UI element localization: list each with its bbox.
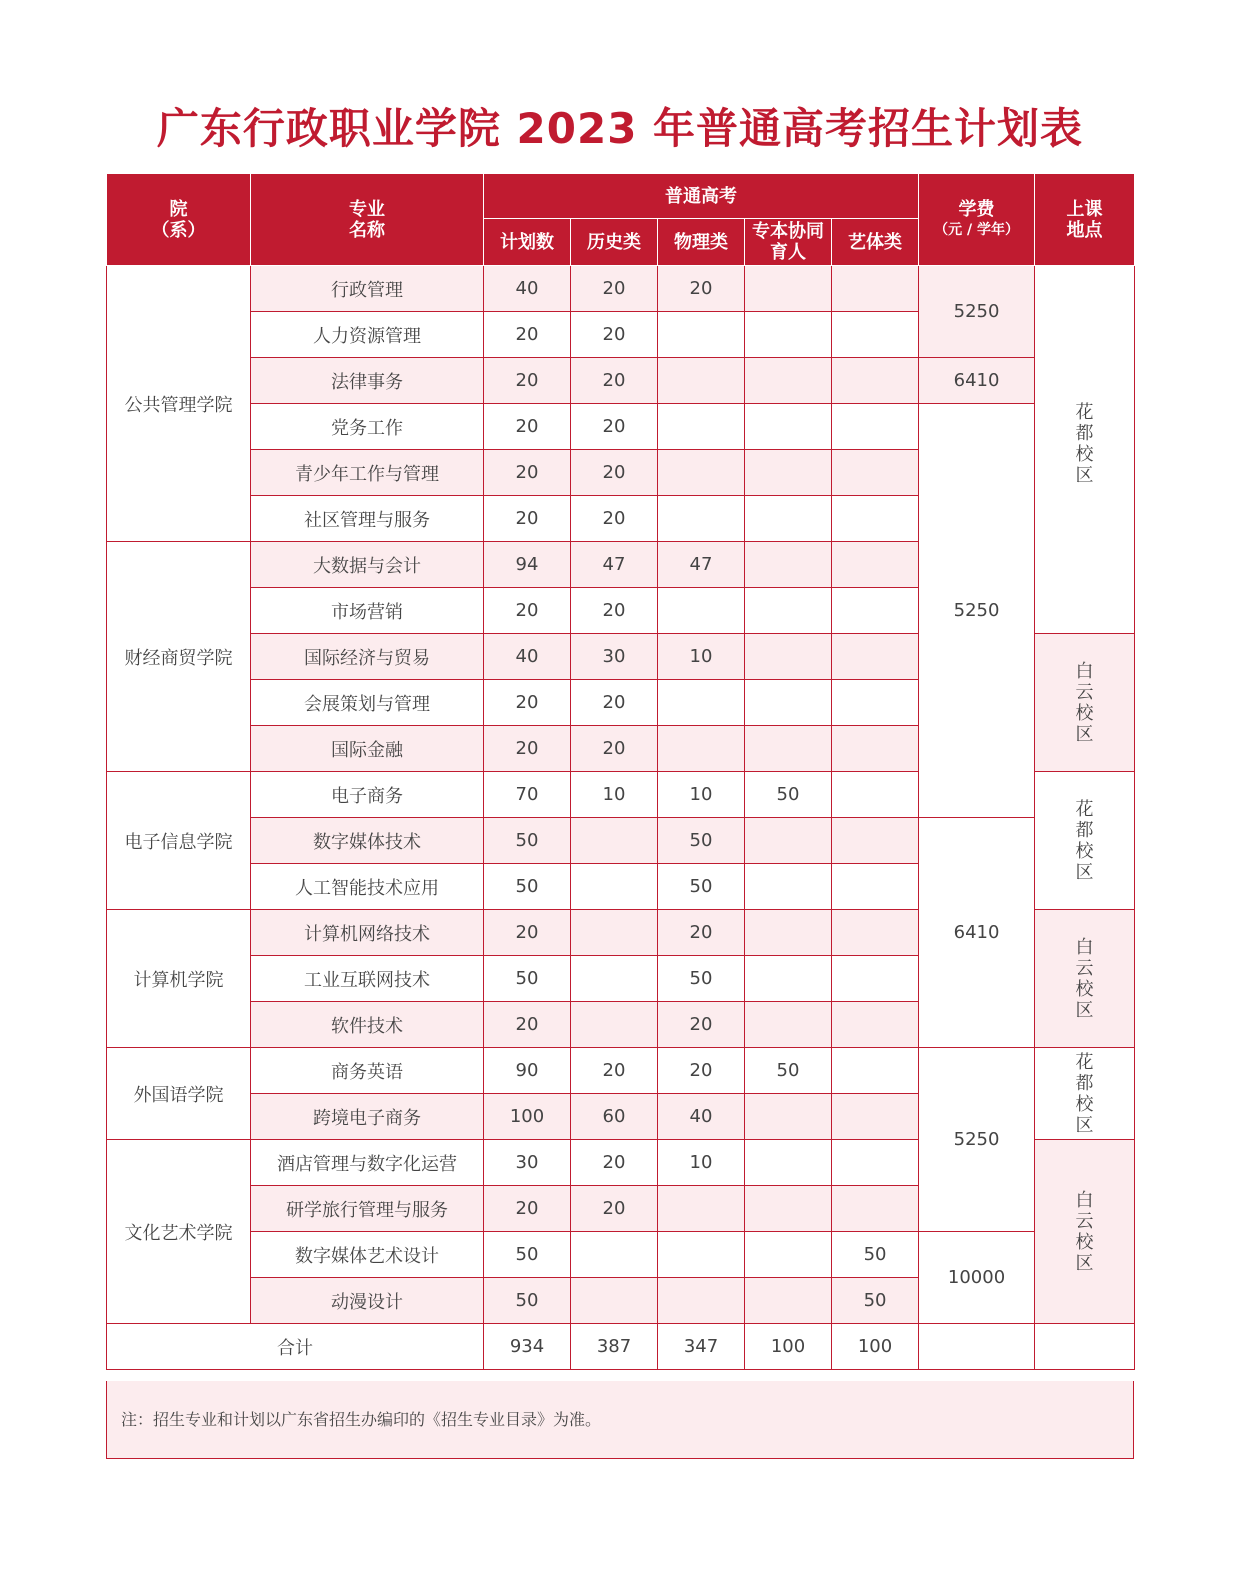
coop-cell xyxy=(745,266,832,312)
physics-cell: 10 xyxy=(658,634,745,680)
art-cell xyxy=(832,956,919,1002)
history-cell: 20 xyxy=(571,450,658,496)
art-cell xyxy=(832,542,919,588)
plan-cell: 50 xyxy=(484,818,571,864)
history-cell: 20 xyxy=(571,404,658,450)
art-cell xyxy=(832,1002,919,1048)
history-cell xyxy=(571,1002,658,1048)
physics-cell: 10 xyxy=(658,1140,745,1186)
dept-cell: 外国语学院 xyxy=(107,1048,251,1140)
header-plan: 计划数 xyxy=(484,219,571,266)
history-cell xyxy=(571,1278,658,1324)
header-loc-line1: 上课 xyxy=(1066,198,1103,220)
total-label: 合计 xyxy=(107,1324,484,1370)
header-loc-line2: 地点 xyxy=(1066,219,1103,241)
coop-cell xyxy=(745,818,832,864)
total-physics: 347 xyxy=(658,1324,745,1370)
total-plan: 934 xyxy=(484,1324,571,1370)
major-cell: 法律事务 xyxy=(251,358,484,404)
coop-cell xyxy=(745,1094,832,1140)
physics-cell xyxy=(658,450,745,496)
coop-cell xyxy=(745,542,832,588)
plan-cell: 20 xyxy=(484,496,571,542)
major-cell: 动漫设计 xyxy=(251,1278,484,1324)
art-cell xyxy=(832,726,919,772)
history-cell: 10 xyxy=(571,772,658,818)
location-text: 白云校区 xyxy=(1075,1189,1094,1274)
fee-cell: 10000 xyxy=(919,1232,1035,1324)
history-cell: 20 xyxy=(571,496,658,542)
total-art: 100 xyxy=(832,1324,919,1370)
footnote-text: 注：招生专业和计划以广东省招生办编印的《招生专业目录》为准。 xyxy=(121,1410,602,1429)
header-group: 普通高考 xyxy=(484,174,919,219)
coop-cell xyxy=(745,358,832,404)
coop-cell xyxy=(745,1278,832,1324)
enrollment-plan-table xyxy=(106,173,1135,1370)
plan-cell: 50 xyxy=(484,1278,571,1324)
physics-cell xyxy=(658,1186,745,1232)
table-row xyxy=(107,404,1135,450)
art-cell: 50 xyxy=(832,1232,919,1278)
header-dept-line1: 院 xyxy=(169,198,188,220)
plan-cell: 20 xyxy=(484,1002,571,1048)
art-cell xyxy=(832,1048,919,1094)
physics-cell xyxy=(658,496,745,542)
location-cell xyxy=(1035,266,1135,634)
major-cell: 青少年工作与管理 xyxy=(251,450,484,496)
table-row xyxy=(107,358,1135,404)
header-fee-line2: （元 / 学年） xyxy=(934,221,1019,238)
history-cell: 20 xyxy=(571,1048,658,1094)
coop-cell xyxy=(745,450,832,496)
table-row xyxy=(107,1048,1135,1094)
coop-cell xyxy=(745,910,832,956)
plan-cell: 40 xyxy=(484,634,571,680)
fee-cell: 5250 xyxy=(919,1048,1035,1232)
fee-cell: 5250 xyxy=(919,266,1035,358)
header-major-line1: 专业 xyxy=(349,198,385,220)
art-cell xyxy=(832,818,919,864)
art-cell xyxy=(832,680,919,726)
history-cell: 20 xyxy=(571,358,658,404)
history-cell: 20 xyxy=(571,312,658,358)
coop-cell xyxy=(745,726,832,772)
plan-cell: 90 xyxy=(484,1048,571,1094)
history-cell: 20 xyxy=(571,1186,658,1232)
major-cell: 研学旅行管理与服务 xyxy=(251,1186,484,1232)
art-cell xyxy=(832,266,919,312)
physics-cell xyxy=(658,1232,745,1278)
header-major xyxy=(251,174,484,266)
plan-cell: 70 xyxy=(484,772,571,818)
physics-cell: 10 xyxy=(658,772,745,818)
art-cell xyxy=(832,1140,919,1186)
coop-cell xyxy=(745,404,832,450)
physics-cell: 47 xyxy=(658,542,745,588)
coop-cell xyxy=(745,1232,832,1278)
history-cell: 20 xyxy=(571,1140,658,1186)
history-cell xyxy=(571,1232,658,1278)
coop-cell xyxy=(745,1140,832,1186)
header-art: 艺体类 xyxy=(832,219,919,266)
coop-cell xyxy=(745,588,832,634)
dept-cell: 计算机学院 xyxy=(107,910,251,1048)
coop-cell xyxy=(745,312,832,358)
art-cell xyxy=(832,588,919,634)
art-cell xyxy=(832,910,919,956)
physics-cell: 40 xyxy=(658,1094,745,1140)
art-cell xyxy=(832,404,919,450)
total-history: 387 xyxy=(571,1324,658,1370)
coop-cell xyxy=(745,1186,832,1232)
physics-cell xyxy=(658,312,745,358)
major-cell: 人力资源管理 xyxy=(251,312,484,358)
dept-cell: 公共管理学院 xyxy=(107,266,251,542)
page-title: 广东行政职业学院 2023 年普通高考招生计划表 xyxy=(156,104,1084,153)
history-cell: 20 xyxy=(571,726,658,772)
coop-cell xyxy=(745,496,832,542)
dept-cell: 文化艺术学院 xyxy=(107,1140,251,1324)
major-cell: 电子商务 xyxy=(251,772,484,818)
plan-cell: 100 xyxy=(484,1094,571,1140)
history-cell xyxy=(571,864,658,910)
header-physics: 物理类 xyxy=(658,219,745,266)
art-cell xyxy=(832,772,919,818)
location-text: 花都校区 xyxy=(1075,798,1094,883)
coop-cell xyxy=(745,634,832,680)
fee-cell: 6410 xyxy=(919,818,1035,1048)
total-loc-empty xyxy=(1035,1324,1135,1370)
history-cell: 20 xyxy=(571,588,658,634)
total-fee-empty xyxy=(919,1324,1035,1370)
art-cell xyxy=(832,496,919,542)
dept-cell: 财经商贸学院 xyxy=(107,542,251,772)
location-cell xyxy=(1035,1048,1135,1140)
physics-cell: 50 xyxy=(658,956,745,1002)
history-cell: 20 xyxy=(571,680,658,726)
header-dept xyxy=(107,174,251,266)
header-major-line2: 名称 xyxy=(349,219,385,241)
major-cell: 国际经济与贸易 xyxy=(251,634,484,680)
physics-cell: 20 xyxy=(658,910,745,956)
art-cell xyxy=(832,450,919,496)
location-cell xyxy=(1035,772,1135,910)
location-cell xyxy=(1035,1140,1135,1324)
physics-cell: 20 xyxy=(658,1002,745,1048)
art-cell xyxy=(832,312,919,358)
art-cell xyxy=(832,864,919,910)
plan-cell: 20 xyxy=(484,588,571,634)
plan-cell: 20 xyxy=(484,680,571,726)
header-loc xyxy=(1035,174,1135,266)
plan-cell: 20 xyxy=(484,910,571,956)
history-cell xyxy=(571,956,658,1002)
coop-cell: 50 xyxy=(745,1048,832,1094)
table-row xyxy=(107,818,1135,864)
coop-cell xyxy=(745,864,832,910)
header-fee xyxy=(919,174,1035,266)
physics-cell xyxy=(658,358,745,404)
major-cell: 会展策划与管理 xyxy=(251,680,484,726)
plan-cell: 20 xyxy=(484,404,571,450)
plan-cell: 20 xyxy=(484,450,571,496)
coop-cell xyxy=(745,1002,832,1048)
plan-cell: 20 xyxy=(484,1186,571,1232)
plan-cell: 40 xyxy=(484,266,571,312)
history-cell xyxy=(571,910,658,956)
major-cell: 行政管理 xyxy=(251,266,484,312)
location-cell xyxy=(1035,634,1135,772)
plan-cell: 20 xyxy=(484,312,571,358)
major-cell: 党务工作 xyxy=(251,404,484,450)
fee-cell: 5250 xyxy=(919,404,1035,818)
art-cell xyxy=(832,634,919,680)
total-coop: 100 xyxy=(745,1324,832,1370)
header-history: 历史类 xyxy=(571,219,658,266)
major-cell: 跨境电子商务 xyxy=(251,1094,484,1140)
fee-cell: 6410 xyxy=(919,358,1035,404)
major-cell: 数字媒体艺术设计 xyxy=(251,1232,484,1278)
plan-cell: 50 xyxy=(484,1232,571,1278)
physics-cell: 20 xyxy=(658,266,745,312)
header-dept-line2: （系） xyxy=(151,219,206,241)
physics-cell xyxy=(658,680,745,726)
header-coop xyxy=(745,219,832,266)
dept-cell: 电子信息学院 xyxy=(107,772,251,910)
location-cell xyxy=(1035,910,1135,1048)
major-cell: 国际金融 xyxy=(251,726,484,772)
major-cell: 软件技术 xyxy=(251,1002,484,1048)
major-cell: 工业互联网技术 xyxy=(251,956,484,1002)
table-row xyxy=(107,1232,1135,1278)
history-cell: 30 xyxy=(571,634,658,680)
history-cell xyxy=(571,818,658,864)
physics-cell xyxy=(658,588,745,634)
location-text: 花都校区 xyxy=(1075,1051,1094,1136)
location-text: 白云校区 xyxy=(1075,660,1094,745)
plan-cell: 50 xyxy=(484,864,571,910)
coop-cell: 50 xyxy=(745,772,832,818)
plan-cell: 50 xyxy=(484,956,571,1002)
history-cell: 47 xyxy=(571,542,658,588)
major-cell: 数字媒体技术 xyxy=(251,818,484,864)
history-cell: 20 xyxy=(571,266,658,312)
major-cell: 社区管理与服务 xyxy=(251,496,484,542)
plan-cell: 30 xyxy=(484,1140,571,1186)
plan-cell: 94 xyxy=(484,542,571,588)
header-coop-line2: 育人 xyxy=(770,242,806,263)
physics-cell xyxy=(658,726,745,772)
table-row xyxy=(107,266,1135,312)
major-cell: 酒店管理与数字化运营 xyxy=(251,1140,484,1186)
location-text: 花都校区 xyxy=(1075,402,1094,486)
physics-cell: 20 xyxy=(658,1048,745,1094)
major-cell: 商务英语 xyxy=(251,1048,484,1094)
footnote xyxy=(106,1381,1134,1459)
coop-cell xyxy=(745,680,832,726)
major-cell: 计算机网络技术 xyxy=(251,910,484,956)
header-fee-line1: 学费 xyxy=(958,198,995,220)
physics-cell: 50 xyxy=(658,818,745,864)
coop-cell xyxy=(745,956,832,1002)
plan-cell: 20 xyxy=(484,726,571,772)
location-text: 白云校区 xyxy=(1075,936,1094,1021)
history-cell: 60 xyxy=(571,1094,658,1140)
major-cell: 人工智能技术应用 xyxy=(251,864,484,910)
art-cell xyxy=(832,1094,919,1140)
plan-cell: 20 xyxy=(484,358,571,404)
header-coop-line1: 专本协同 xyxy=(752,221,824,242)
total-row xyxy=(107,1324,1135,1370)
art-cell xyxy=(832,1186,919,1232)
art-cell xyxy=(832,358,919,404)
art-cell: 50 xyxy=(832,1278,919,1324)
physics-cell xyxy=(658,1278,745,1324)
major-cell: 大数据与会计 xyxy=(251,542,484,588)
physics-cell: 50 xyxy=(658,864,745,910)
physics-cell xyxy=(658,404,745,450)
major-cell: 市场营销 xyxy=(251,588,484,634)
